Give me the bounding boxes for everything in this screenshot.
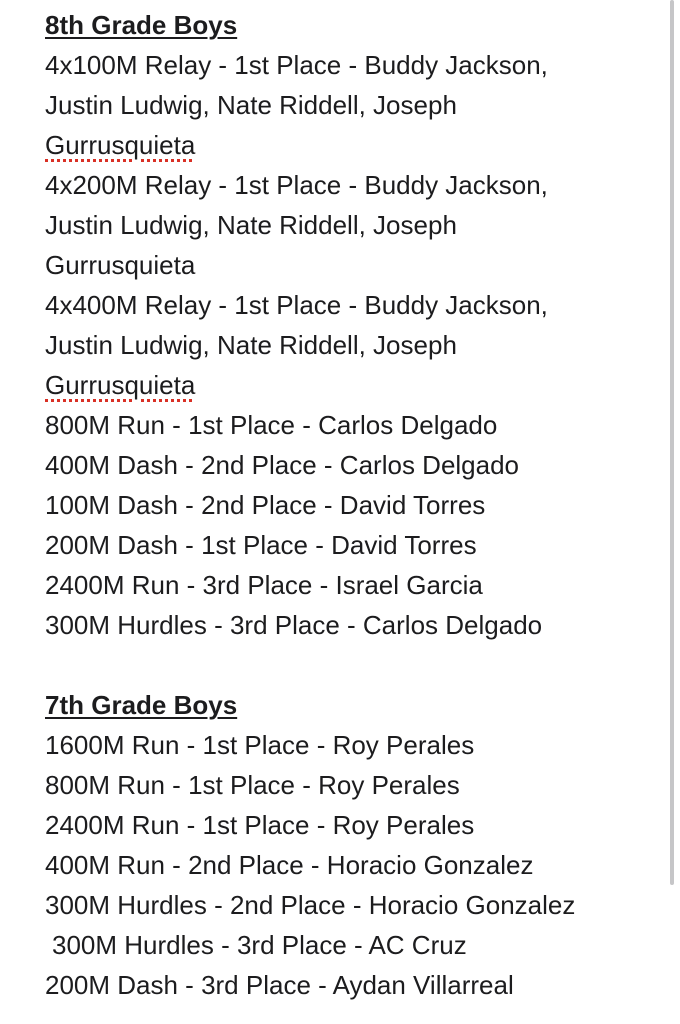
result-entry-800m-run: 800M Run - 1st Place - Carlos Delgado: [45, 410, 498, 440]
result-line-misspelled: Gurrusquieta: [45, 130, 196, 160]
result-entry-4x100-relay: [45, 45, 665, 165]
result-entry-4x200-relay: [45, 165, 665, 285]
vertical-scrollbar[interactable]: [670, 0, 674, 885]
result-entry-1600m-run: 1600M Run - 1st Place - Roy Perales: [45, 730, 475, 760]
result-entry-300m-hurdles: 300M Hurdles - 3rd Place - Carlos Delgado: [45, 610, 543, 640]
result-entry-2400m-run: 2400M Run - 3rd Place - Israel Garcia: [45, 570, 483, 600]
results-document: [45, 5, 665, 1005]
section-heading-8th-grade-boys: 8th Grade Boys: [45, 10, 238, 40]
result-entry-400m-run: 400M Run - 2nd Place - Horacio Gonzalez: [45, 850, 534, 880]
result-line: 4x400M Relay - 1st Place - Buddy Jackson,: [45, 290, 548, 320]
result-line: 4x200M Relay - 1st Place - Buddy Jackson,: [45, 170, 548, 200]
result-entry-100m-dash: 100M Dash - 2nd Place - David Torres: [45, 490, 486, 520]
result-line: Justin Ludwig, Nate Riddell, Joseph: [45, 90, 457, 120]
result-entry-800m-run: 800M Run - 1st Place - Roy Perales: [45, 770, 460, 800]
result-line: Justin Ludwig, Nate Riddell, Joseph: [45, 330, 457, 360]
result-entry-2400m-run: 2400M Run - 1st Place - Roy Perales: [45, 810, 475, 840]
section-spacer: [45, 645, 665, 685]
result-entry-200m-dash: 200M Dash - 1st Place - David Torres: [45, 530, 477, 560]
result-line: 4x100M Relay - 1st Place - Buddy Jackson,: [45, 50, 548, 80]
result-line: Justin Ludwig, Nate Riddell, Joseph: [45, 210, 457, 240]
result-line: Gurrusquieta: [45, 250, 196, 280]
result-entry-200m-dash: 200M Dash - 3rd Place - Aydan Villarreal: [45, 970, 514, 1000]
result-line-misspelled: Gurrusquieta: [45, 370, 196, 400]
result-entry-4x400-relay: [45, 285, 665, 405]
result-entry-300m-hurdles-3rd: 300M Hurdles - 3rd Place - AC Cruz: [52, 930, 467, 960]
result-entry-300m-hurdles-2nd: 300M Hurdles - 2nd Place - Horacio Gonzalez: [45, 890, 576, 920]
result-entry-400m-dash: 400M Dash - 2nd Place - Carlos Delgado: [45, 450, 520, 480]
section-heading-7th-grade-boys: 7th Grade Boys: [45, 690, 238, 720]
